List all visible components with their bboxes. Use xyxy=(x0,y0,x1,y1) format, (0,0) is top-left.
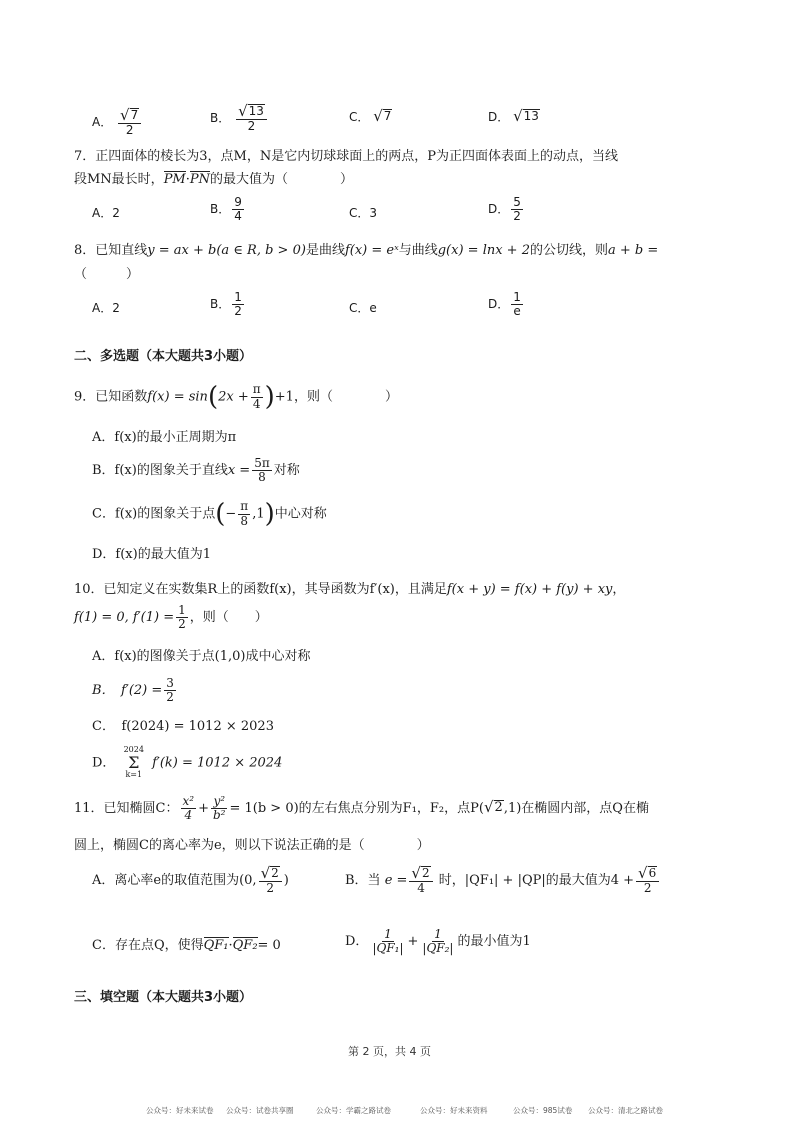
q9-option-b: B．f(x)的图象关于直线x = $\frac{5\pi}{8}$ 对称 xyxy=(92,456,300,485)
q10-line2: f(1) = 0, f′(1) = $\frac{1}{2}$ ，则（ ） xyxy=(74,603,268,632)
q7-option-c: C．3 xyxy=(349,206,378,220)
q8-option-d: D． $\frac{1}{e}$ xyxy=(488,290,521,319)
q8-option-b: B． $\frac{1}{2}$ xyxy=(210,290,242,319)
q7-line1: 7．正四面体的棱长为3，点M，N是它内切球球面上的两点，P为正四面体表面上的动点，当线 xyxy=(74,149,618,164)
q10-option-d: D． 2024 Σ k=1 f′(k) = 1012 × 2024 xyxy=(92,745,283,779)
q9-stem: 9．已知函数f(x) = sin(2x + $\frac{\pi}{4}$ )+1，则（ ） xyxy=(74,382,398,412)
watermark-5: 公众号：985试卷 xyxy=(513,1106,573,1115)
q7-option-a: A．2 xyxy=(92,206,120,220)
q6-option-b: B． √ 13 2 xyxy=(210,104,269,133)
watermark-4: 公众号：好未来资料 xyxy=(420,1106,488,1115)
page-number: 第 2 页，共 4 页 xyxy=(348,1045,431,1058)
q11-option-d: D． $\frac{1}{\text{|QF₁|}}$ + $\frac{1}{\text{|QF₂|}}$ 的最小值为1 xyxy=(345,927,531,956)
section-heading-fill-in: 三、填空题（本大题共3小题） xyxy=(74,990,253,1005)
q11-option-b: B．当 e = √ 2 4 时，|QF₁| + |QP|的最大值为4 + √ 6 2 xyxy=(345,866,661,895)
q10-option-c: C． f(2024) = 1012 × 2023 xyxy=(92,719,274,734)
q11-option-c: C．存在点Q，使得QF₁·QF₂= 0 xyxy=(92,938,281,953)
section-heading-multiple-choice: 二、多选题（本大题共3小题） xyxy=(74,349,253,364)
q9-option-d: D．f(x)的最大值为1 xyxy=(92,547,211,562)
q11-line1: 11．已知椭圆C： $\frac{\text{x²}}{4}$ + $\frac{\text{y²}}{\text{b²}}$ = 1(b > 0)的左右焦点分别为F₁，F₂，点P( √ 2 ,1)在椭圆内部，点Q在椭 xyxy=(74,794,649,823)
q8-option-a: A．2 xyxy=(92,301,120,315)
q9-option-a: A．f(x)的最小正周期为π xyxy=(92,430,237,445)
watermark-1: 公众号：好未来试卷 xyxy=(146,1106,214,1115)
q11-line2: 圆上，椭圆C的离心率为e，则以下说法正确的是（ ） xyxy=(74,838,430,853)
q8-paren: （ ） xyxy=(74,267,140,282)
q10-line1: 10．已知定义在实数集R上的函数f(x)，其导函数为f′(x)，且满足f(x + y) = f(x) + f(y) + xy， xyxy=(74,582,626,597)
q7-line2: 段MN最长时，PM·PN的最大值为（ ） xyxy=(74,172,354,187)
q11-option-a: A．离心率e的取值范围为(0, √ 2 2 ) xyxy=(92,864,289,896)
q10-option-a: A．f(x)的图像关于点(1,0)成中心对称 xyxy=(92,649,311,664)
q6-a-fraction: √ 7 2 xyxy=(118,108,141,137)
q8-option-c: C．e xyxy=(349,301,377,315)
q6-option-c: C． √ 7 xyxy=(349,107,392,125)
watermark-6: 公众号：清北之路试卷 xyxy=(588,1106,663,1115)
q6-option-a: A． √ 7 2 xyxy=(92,108,143,137)
q9-option-c: C．f(x)的图象关于点(− $\frac{\pi}{8}$ ,1)中心对称 xyxy=(92,499,327,529)
watermark-3: 公众号：学霸之路试卷 xyxy=(316,1106,391,1115)
q6-option-d: D． √ 13 xyxy=(488,107,539,125)
q8-line1: 8．已知直线y = ax + b(a ∈ R, b > 0)是曲线f(x) = eˣ与曲线g(x) = lnx + 2的公切线，则a + b = xyxy=(74,243,659,258)
q7-option-b: B． $\frac{9}{4}$ xyxy=(210,195,242,224)
q7-option-d: D． $\frac{5}{2}$ xyxy=(488,195,521,224)
q10-option-b: B． f′(2) = $\frac{3}{2}$ xyxy=(92,676,174,705)
watermark-2: 公众号：试卷共享圈 xyxy=(226,1106,294,1115)
q6-b-fraction: √ 13 2 xyxy=(236,104,267,133)
